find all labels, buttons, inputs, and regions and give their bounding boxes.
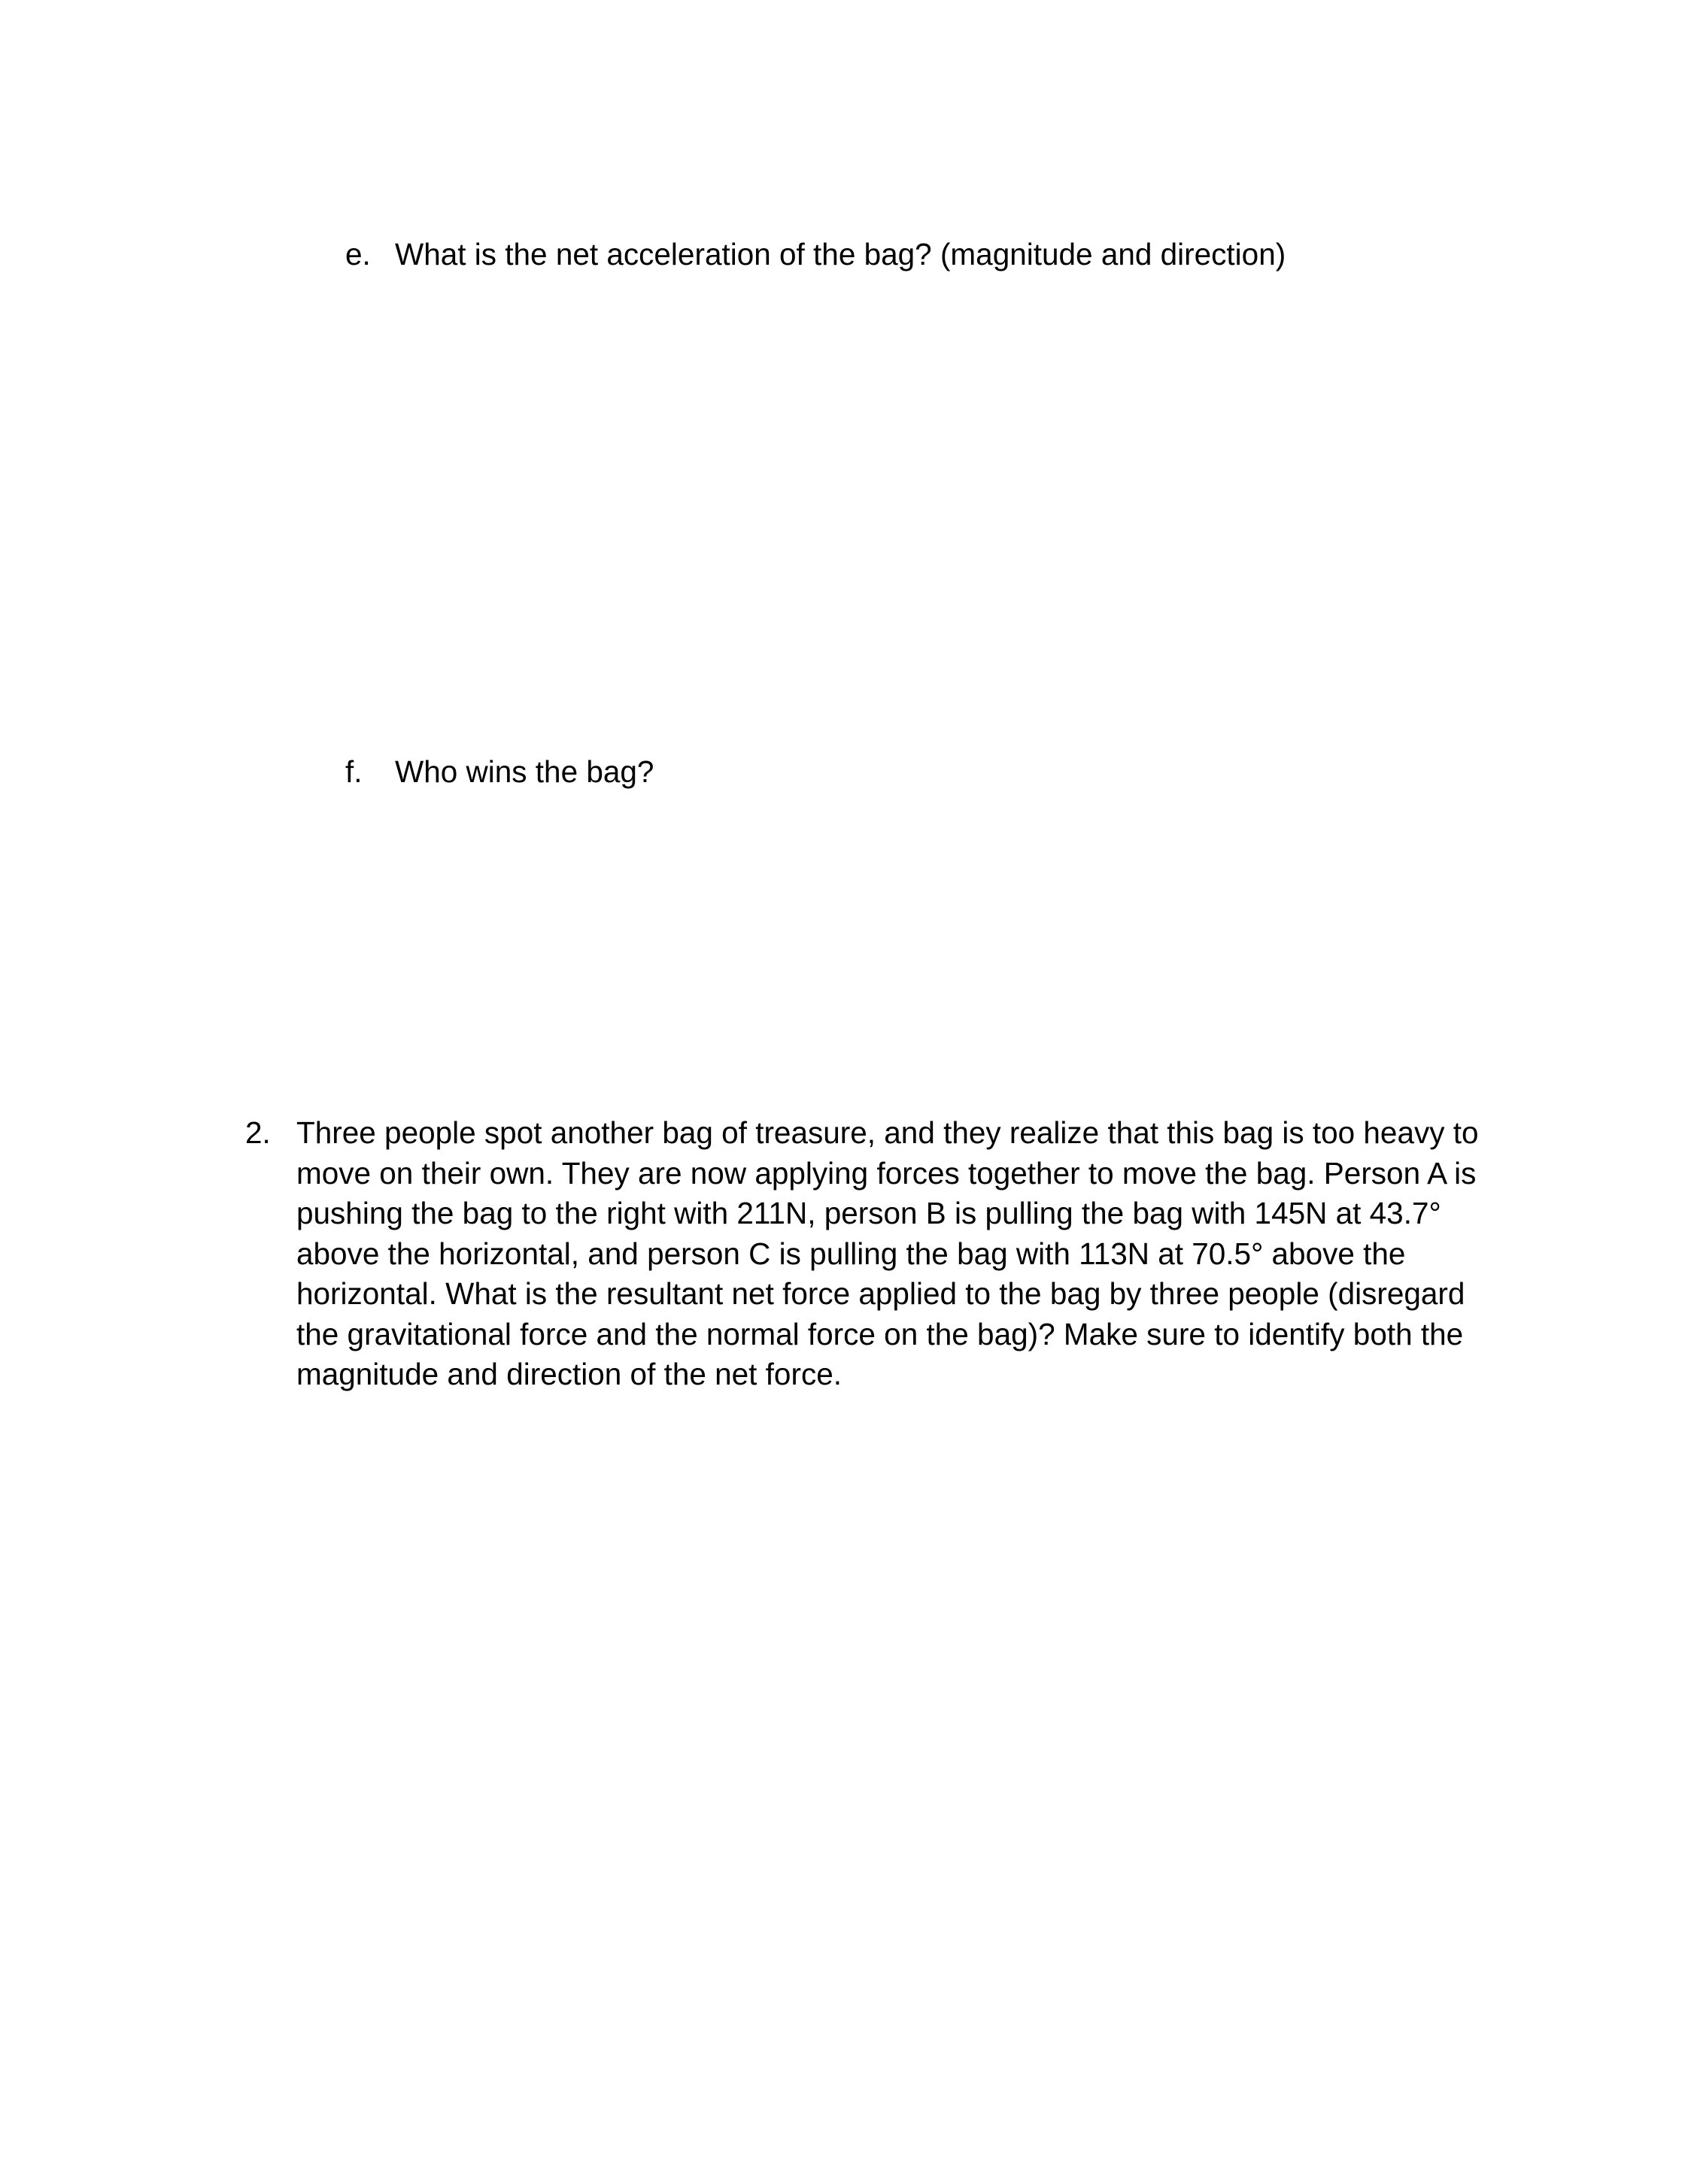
question-e-marker: e. <box>345 237 371 271</box>
question-2-marker: 2. <box>245 1115 271 1150</box>
question-2-line: Three people spot another bag of treasure, and they realize that this bag is too heavy to <box>296 1115 1479 1150</box>
question-e-text: What is the net acceleration of the bag? (magnitude and direction) <box>395 237 1286 271</box>
question-f-marker: f. <box>345 754 363 789</box>
question-2-line: magnitude and direction of the net force. <box>296 1357 842 1391</box>
question-2-line: horizontal. What is the resultant net force applied to the bag by three people (disregard <box>296 1276 1465 1311</box>
question-2-paragraph <box>296 1113 1479 1395</box>
question-f-text: Who wins the bag? <box>395 754 654 789</box>
question-2-line: pushing the bag to the right with 211N, person B is pulling the bag with 145N at 43.7° <box>296 1196 1441 1230</box>
question-2-line: move on their own. They are now applying forces together to move the bag. Person A is <box>296 1155 1477 1191</box>
question-2-line: above the horizontal, and person C is pulling the bag with 113N at 70.5° above the <box>296 1236 1406 1271</box>
question-2-line: the gravitational force and the normal force on the bag)? Make sure to identify both the <box>296 1316 1464 1351</box>
